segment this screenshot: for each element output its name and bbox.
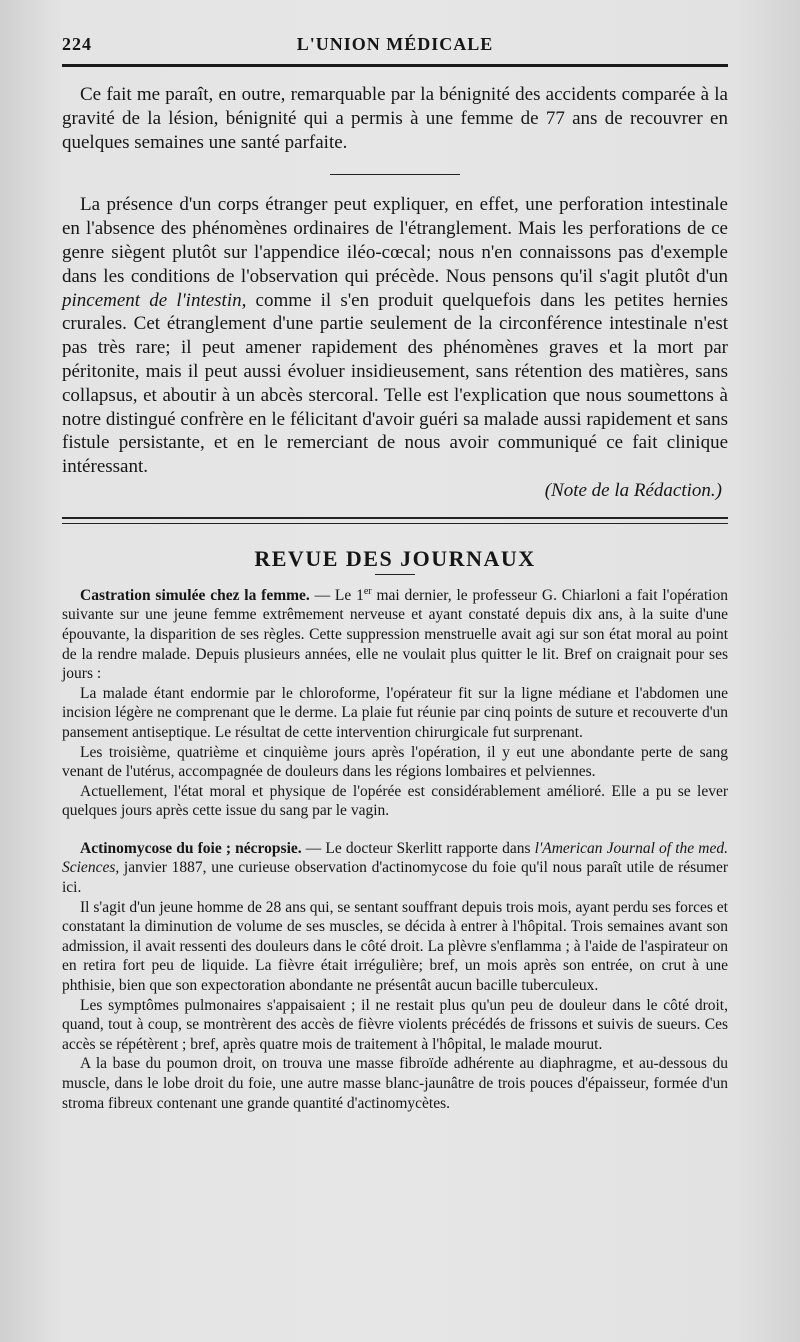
note-paragraph-2 bbox=[62, 193, 728, 479]
article1-paragraph-4: Actuellement, l'état moral et physique de l'opérée est considérablement amélioré. Elle a pu se lever quelques jours après cette issue du sang par le vagin. bbox=[62, 782, 728, 820]
article-actinomycose bbox=[62, 839, 728, 1113]
article2-intro-b: janvier 1887, une curieuse observation d'actinomycose du foie qu'il nous paraît utile de résumer ici. bbox=[62, 859, 728, 897]
section-heading bbox=[62, 546, 728, 586]
article2-title: Actinomycose du foie ; nécropsie. bbox=[80, 839, 302, 857]
article1-paragraph-3: Les troisième, quatrième et cinquième jours après l'opération, il y eut une abondante perte de sang venant de l'utérus, accompagnée de douleurs dans les régions lombaires et pelviennes. bbox=[62, 743, 728, 781]
short-divider bbox=[330, 174, 460, 175]
article1-paragraph-2: La malade étant endormie par le chloroforme, l'opérateur fit sur la ligne médiane et l'abdomen une incision légère ne comprenant que le derme. La plaie fut réunie par cinq points de suture et recouverte d'un pansement antiseptique. Le résultat de cette intervention chirurgicale fut surprenant. bbox=[62, 684, 728, 741]
article1-intro-sup: er bbox=[363, 585, 372, 597]
article1-intro-a: — Le 1 bbox=[309, 586, 364, 604]
note-p2-text-a: La présence d'un corps étranger peut expliquer, en effet, une perforation intestinale en l'absence des phénomènes ordinaires de l'étranglement. Mais les perforations de ce genre siègent plutôt sur l'appendice iléo-cœcal; nous n'en connaissons pas d'exemple dans les conditions de l'observation qui précède. Nous pensons qu'il s'agit plutôt d'un bbox=[62, 194, 728, 287]
note-p2-text-b: comme il s'en produit quelquefois dans les petites hernies crurales. Cet étranglement d'une partie seulement de la circonférence intestinale n'est pas très rare; il peut amener rapidement des phénomènes graves et la mort par péritonite, mais il peut aussi évoluer insidieusement, sans rétention des matières, sans collapsus, et aboutir à un abcès stercoral. Telle est l'explication que nous soumettons à notre distingué confrère en le félicitant d'avoir guéri sa malade aussi rapidement et sans fistule persistante, et en le remerciant de nous avoir communiqué ce fait clinique intéressant. bbox=[62, 289, 728, 478]
note-paragraph-1: Ce fait me paraît, en outre, remarquable par la bénignité des accidents comparée à la gravité de la lésion, bénignité qui a permis à une femme de 77 ans de recouvrer en quelques semaines une santé parfaite. bbox=[62, 84, 728, 153]
section-title-text: REVUE DES JOURNAUX bbox=[254, 545, 536, 571]
note-signature: (Note de la Rédaction.) bbox=[544, 479, 722, 501]
article2-paragraph-1 bbox=[62, 839, 728, 898]
title-underline bbox=[375, 574, 415, 575]
article2-paragraph-3: Les symptômes pulmonaires s'appaisaient ; il ne restait plus qu'un peu de douleur dans le côté droit, quand, tout à coup, se montrèrent des accès de fièvre violents précédés de frissons et suivis de sueurs. Ces accès se répétèrent ; bref, après quatre mois de traitement à l'hôpital, le malade mourut. bbox=[62, 996, 728, 1053]
journal-name: L'UNION MÉDICALE bbox=[296, 34, 494, 54]
article1-intro-b: mai dernier, le professeur G. Chiarloni a fait l'opération suivante sur une jeune femme extrêmement nerveuse et ayant constaté depuis dix ans, à la suite d'une épouvante, la disparition de ses règles. Cette suppression menstruelle avait agi sur son état moral au point de la rendre malade. Depuis plusieurs années, elle ne voulait plus quitter le lit. Bref on craignait pour ses jours : bbox=[62, 586, 728, 683]
editorial-note bbox=[62, 83, 728, 503]
article2-paragraph-2: Il s'agit d'un jeune homme de 28 ans qui, se sentant souffrant depuis trois mois, ayant perdu ses forces et constatant la diminution de volume de ses muscles, se décida à entrer à l'hôpital. Trois semaines avant son admission, il avait ressenti des douleurs dans le côté droit. La plèvre s'enflamma ; à l'aide de l'aspirateur on en retira fort peu de liquide. La fièvre était irrégulière; bref, un mois après son entrée, on crut à une phthisie, bien que son expectoration abondante ne présentât aucun bacille tuberculeux. bbox=[62, 898, 728, 995]
article-castration bbox=[62, 586, 728, 821]
article1-paragraph-1 bbox=[62, 586, 728, 684]
article2-intro-a: — Le docteur Skerlitt rapporte dans bbox=[301, 839, 535, 857]
article2-journal-italic: l'American Journal of the med. Sciences, bbox=[62, 839, 728, 877]
section-double-rule bbox=[62, 517, 728, 524]
article2-paragraph-4: A la base du poumon droit, on trouva une masse fibroïde adhérente au diaphragme, et au-dessous du muscle, dans le lobe droit du foie, une autre masse blanc-jaunâtre de trois pouces d'épaisseur, formée d'un stroma fibreux contenant une grande quantité d'actinomycètes. bbox=[62, 1055, 728, 1112]
article1-title: Castration simulée chez la femme. bbox=[80, 586, 310, 604]
running-head bbox=[62, 30, 728, 67]
page-number: 224 bbox=[62, 34, 92, 54]
note-p2-italic: pincement de l'intestin, bbox=[62, 289, 247, 311]
